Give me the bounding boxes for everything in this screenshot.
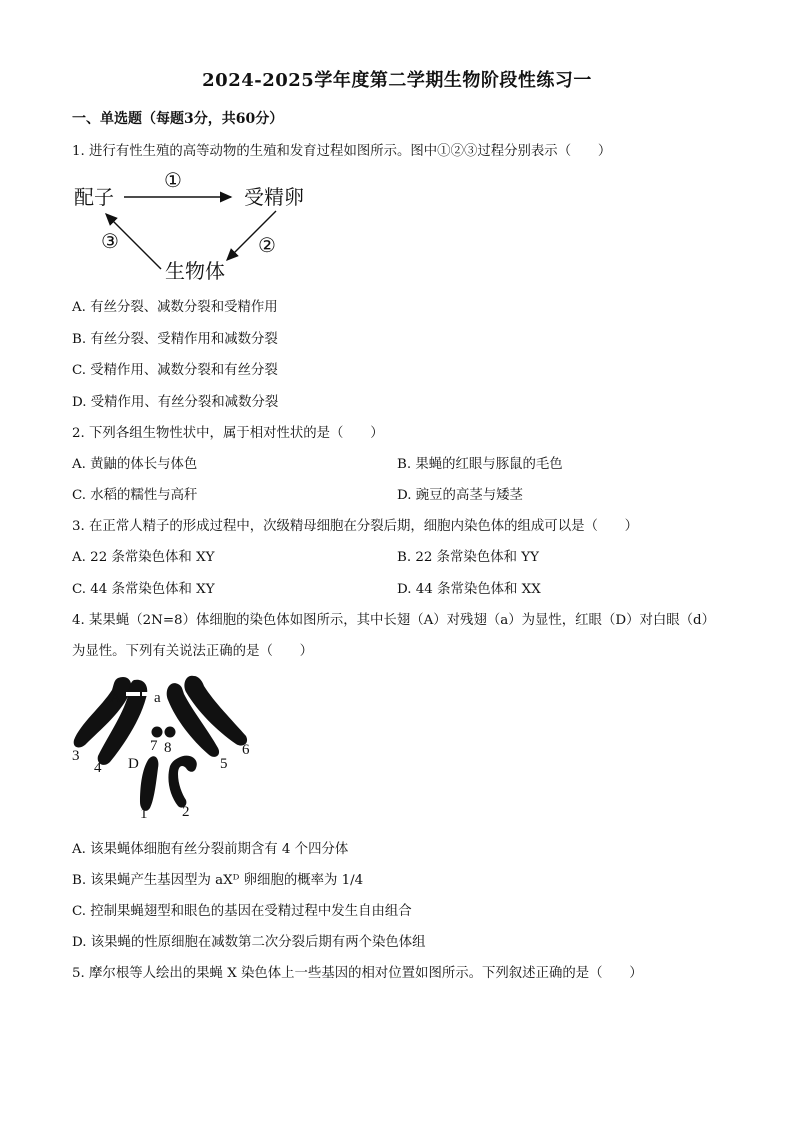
question-4-stem-line-2: 为显性。下列有关说法正确的是（ ） — [72, 644, 314, 659]
chromosome-7 — [152, 727, 163, 738]
page-title: 2024-2025学年度第二学期生物阶段性练习一 — [202, 70, 592, 91]
gene-label-D: D — [128, 756, 139, 772]
q4-option-b[interactable]: B. 该果蝇产生基因型为 aXᴰ 卵细胞的概率为 1/4 — [72, 873, 364, 888]
q1-option-a[interactable]: A. 有丝分裂、减数分裂和受精作用 — [72, 300, 278, 315]
question-2-stem: 2. 下列各组生物性状中，属于相对性状的是（ ） — [72, 426, 384, 441]
zygote-label: 受精卵 — [244, 185, 304, 209]
q4-option-a[interactable]: A. 该果蝇体细胞有丝分裂前期含有 4 个四分体 — [72, 842, 349, 857]
gene-label-a: a — [154, 690, 161, 706]
question-4-stem-line-1: 4. 某果蝇（2N=8）体细胞的染色体如图所示，其中长翅（A）对残翅（a）为显性，红眼（D）对白眼（d） — [72, 613, 715, 628]
chromosome-number-6: 6 — [242, 742, 250, 758]
q2-option-c[interactable]: C. 水稻的糯性与高秆 — [72, 488, 198, 503]
q1-option-d[interactable]: D. 受精作用、有丝分裂和减数分裂 — [72, 395, 279, 410]
chromosome-number-1: 1 — [140, 806, 148, 822]
step-1-label: ① — [164, 168, 182, 192]
chromosome-number-2: 2 — [182, 804, 190, 820]
gene-band-A — [126, 692, 140, 696]
chromosome-2 — [168, 756, 196, 808]
q4-option-d[interactable]: D. 该果蝇的性原细胞在减数第二次分裂后期有两个染色体组 — [72, 935, 426, 950]
organism-label: 生物体 — [165, 259, 225, 283]
q2-option-b[interactable]: B. 果蝇的红眼与豚鼠的毛色 — [397, 457, 563, 472]
question-1-stem: 1. 进行有性生殖的高等动物的生殖和发育过程如图所示。图中①②③过程分别表示（ ） — [72, 144, 612, 159]
step-2-label: ② — [258, 233, 276, 257]
gene-band-a — [142, 692, 154, 696]
chromosome-1 — [140, 756, 158, 811]
question-5-stem: 5. 摩尔根等人绘出的果蝇 X 染色体上一些基因的相对位置如图所示。下列叙述正确的是（ ） — [72, 966, 643, 981]
q3-option-d[interactable]: D. 44 条常染色体和 XX — [397, 582, 541, 597]
q3-option-c[interactable]: C. 44 条常染色体和 XY — [72, 582, 215, 597]
q3-option-a[interactable]: A. 22 条常染色体和 XY — [72, 550, 215, 565]
chromosome-number-8: 8 — [164, 740, 172, 756]
gene-label-A: A — [110, 690, 121, 706]
chromosome-number-4: 4 — [94, 760, 102, 776]
chromosome-number-5: 5 — [220, 756, 228, 772]
question-3-stem: 3. 在正常人精子的形成过程中，次级精母细胞在分裂后期，细胞内染色体的组成可以是（ ） — [72, 519, 639, 534]
q2-option-d[interactable]: D. 豌豆的高茎与矮茎 — [397, 488, 523, 503]
gamete-label: 配子 — [74, 185, 114, 209]
step-3-label: ③ — [101, 229, 119, 253]
reproduction-cycle-diagram — [66, 166, 326, 292]
q1-option-b[interactable]: B. 有丝分裂、受精作用和减数分裂 — [72, 332, 278, 347]
fruit-fly-chromosome-figure — [66, 668, 266, 828]
chromosome-number-3: 3 — [72, 748, 80, 764]
q4-option-c[interactable]: C. 控制果蝇翅型和眼色的基因在受精过程中发生自由组合 — [72, 904, 412, 919]
q3-option-b[interactable]: B. 22 条常染色体和 YY — [397, 550, 539, 565]
chromosome-8 — [165, 727, 176, 738]
section-heading: 一、单选题（每题3分，共60分） — [72, 111, 284, 127]
chromosome-number-7: 7 — [150, 738, 158, 754]
q1-option-c[interactable]: C. 受精作用、减数分裂和有丝分裂 — [72, 363, 278, 378]
q2-option-a[interactable]: A. 黄鼬的体长与体色 — [72, 457, 198, 472]
